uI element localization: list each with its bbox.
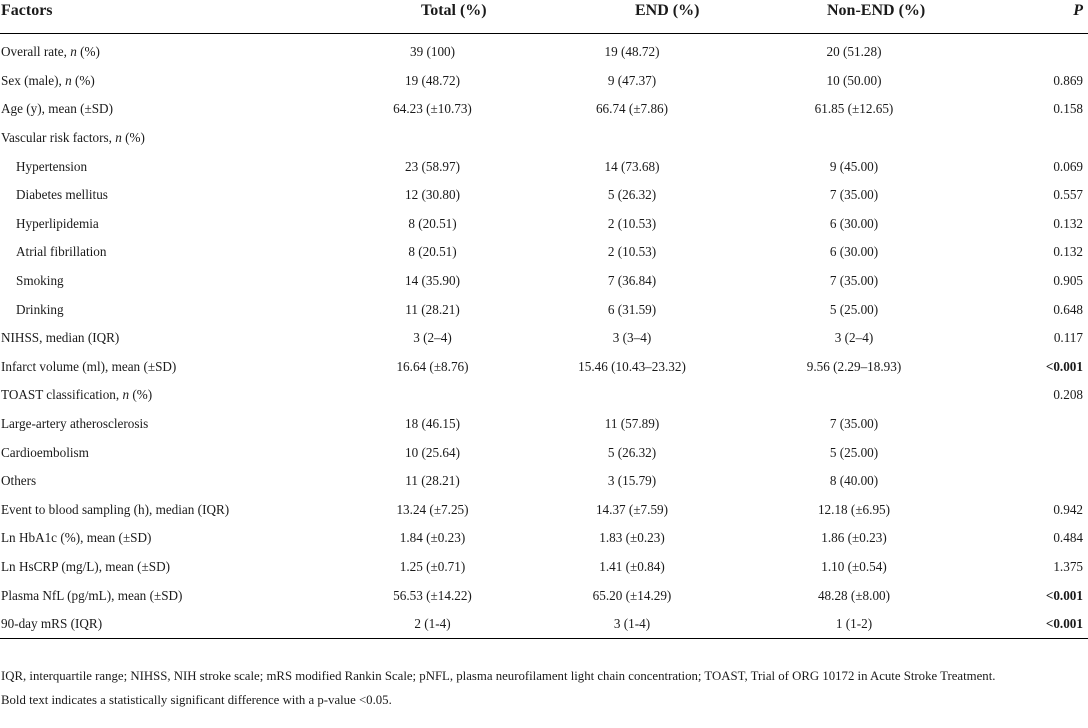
cell-end: 2 (10.53) (607, 244, 657, 260)
cell-end: 9 (47.37) (607, 72, 657, 88)
row-label: Cardioembolism (1, 444, 89, 460)
row-label: Sex (male), n (%) (1, 72, 95, 88)
cell-p-value: 0.648 (1053, 301, 1083, 317)
row-label: Drinking (16, 301, 64, 317)
row-label: Plasma NfL (pg/mL), mean (±SD) (1, 587, 183, 603)
cell-end: 11 (57.89) (604, 416, 660, 432)
cell-p-value: 0.117 (1053, 330, 1083, 346)
cell-p-value (965, 410, 1088, 439)
table-body (0, 34, 1088, 639)
cell-p-value (965, 438, 1088, 467)
cell-non-end: 8 (40.00) (829, 473, 879, 489)
table-row (0, 610, 1088, 639)
cell-total: 1.25 (±0.71) (399, 558, 466, 574)
row-label: Event to blood sampling (h), median (IQR) (1, 501, 230, 517)
table-row (0, 353, 1088, 382)
cell-non-end (743, 124, 965, 153)
cell-non-end: 61.85 (±12.65) (814, 101, 894, 117)
cell-end: 5 (26.32) (607, 187, 657, 203)
cell-total: 13.24 (±7.25) (396, 501, 469, 517)
cell-total (344, 124, 521, 153)
cell-total: 56.53 (±14.22) (393, 587, 472, 603)
cell-end: 14 (73.68) (604, 158, 660, 174)
row-label: Ln HsCRP (mg/L), mean (±SD) (1, 558, 171, 574)
cell-p-value: 0.132 (1053, 244, 1083, 260)
cell-total (344, 381, 521, 410)
footnote-abbreviations: IQR, interquartile range; NIHSS, NIH stroke scale; mRS modified Rankin Scale; pNFL, plasma neurofilament light chain concentration; TOAST, Trial of ORG 10172 in Acute Stroke Treatment. (1, 669, 996, 683)
table-row (0, 295, 1088, 324)
cell-total: 1.84 (±0.23) (399, 530, 466, 546)
table-footnotes (1, 668, 1083, 709)
table-row (0, 524, 1088, 553)
cell-total: 16.64 (±8.76) (396, 358, 469, 374)
table-row (0, 438, 1088, 467)
row-label: Vascular risk factors, n (%) (1, 130, 145, 146)
cell-end: 65.20 (±14.29) (592, 587, 672, 603)
cell-p-value: 1.375 (1053, 558, 1083, 574)
table-row (0, 34, 1088, 67)
table-row (0, 181, 1088, 210)
header-non-end: Non-END (%) (743, 0, 965, 34)
cell-non-end: 48.28 (±8.00) (817, 587, 891, 603)
cell-end (521, 381, 743, 410)
row-label: TOAST classification, n (%) (1, 387, 153, 403)
cell-p-value: 0.942 (1053, 501, 1083, 517)
row-label: Others (1, 473, 37, 489)
cell-p-value: <0.001 (965, 610, 1088, 639)
cell-end: 3 (15.79) (607, 473, 657, 489)
cell-non-end: 7 (35.00) (829, 187, 879, 203)
cell-p-value: 0.132 (1053, 215, 1083, 231)
header-p-value: P (965, 0, 1088, 34)
cell-end: 66.74 (±7.86) (595, 101, 669, 117)
header-row (0, 0, 1088, 34)
table-row (0, 267, 1088, 296)
cell-p-value: <0.001 (1045, 587, 1083, 603)
table-row (0, 381, 1088, 410)
cell-total: 8 (20.51) (408, 244, 457, 260)
header-end: END (%) (521, 0, 743, 34)
cell-p-value (965, 34, 1088, 67)
cell-non-end: 10 (50.00) (826, 72, 882, 88)
table-row (0, 581, 1088, 610)
cell-non-end: 3 (2–4) (834, 330, 874, 346)
row-label: Age (y), mean (±SD) (1, 101, 113, 117)
cell-non-end: 1.10 (±0.54) (821, 558, 887, 574)
table-row (0, 324, 1088, 353)
footnote-bold-note: Bold text indicates a statistically significant difference with a p-value <0.05. (1, 693, 392, 707)
row-label: 90-day mRS (IQR) (0, 610, 344, 639)
table-row (0, 210, 1088, 239)
table-row (0, 410, 1088, 439)
cell-total: 18 (46.15) (405, 416, 460, 432)
table-row (0, 553, 1088, 582)
cell-end: 7 (36.84) (607, 273, 657, 289)
cell-p-value: 0.869 (1053, 72, 1083, 88)
cell-non-end: 1.86 (±0.23) (821, 530, 887, 546)
cell-p-value: 0.557 (1053, 187, 1083, 203)
cell-end: 5 (26.32) (607, 444, 657, 460)
cell-total: 23 (58.97) (405, 158, 460, 174)
row-label: Large-artery atherosclerosis (1, 416, 149, 432)
cell-end (521, 124, 743, 153)
cell-end: 19 (48.72) (604, 44, 660, 60)
cell-total: 8 (20.51) (408, 215, 457, 231)
row-label: Atrial fibrillation (16, 244, 107, 260)
cell-total: 2 (1-4) (344, 610, 521, 639)
cell-p-value: 0.208 (1053, 387, 1083, 403)
cell-end: 15.46 (10.43–23.32) (578, 358, 686, 374)
row-label: Ln HbA1c (%), mean (±SD) (1, 530, 152, 546)
table-row (0, 124, 1088, 153)
row-label: Hyperlipidemia (16, 215, 99, 231)
row-label: Infarct volume (ml), mean (±SD) (1, 358, 177, 374)
cell-non-end: 9 (45.00) (829, 158, 879, 174)
cell-total: 14 (35.90) (405, 273, 460, 289)
cell-p-value: <0.001 (1045, 358, 1083, 374)
cell-non-end (743, 381, 965, 410)
cell-non-end: 7 (35.00) (829, 273, 879, 289)
cell-non-end: 12.18 (±6.95) (817, 501, 891, 517)
cell-total: 12 (30.80) (405, 187, 460, 203)
cell-non-end: 6 (30.00) (829, 244, 879, 260)
cell-total: 19 (48.72) (405, 72, 460, 88)
cell-non-end: 1 (1-2) (743, 610, 965, 639)
cell-non-end: 5 (25.00) (829, 444, 879, 460)
cell-end: 14.37 (±7.59) (595, 501, 669, 517)
cell-p-value: 0.069 (1053, 158, 1083, 174)
cell-total: 11 (28.21) (405, 301, 460, 317)
cell-total: 39 (100) (409, 44, 456, 60)
cell-total: 3 (2–4) (413, 330, 452, 346)
row-label: Diabetes mellitus (16, 187, 108, 203)
cell-end: 3 (1-4) (521, 610, 743, 639)
table-row (0, 67, 1088, 96)
cell-p-value (965, 124, 1088, 153)
table-row (0, 95, 1088, 124)
cell-total: 10 (25.64) (405, 444, 460, 460)
cell-non-end: 9.56 (2.29–18.93) (806, 358, 902, 374)
header-total: Total (%) (344, 0, 521, 34)
cell-end: 3 (3–4) (612, 330, 652, 346)
cell-end: 1.41 (±0.84) (599, 558, 665, 574)
table-row (0, 152, 1088, 181)
cell-end: 2 (10.53) (607, 215, 657, 231)
table-row (0, 496, 1088, 525)
cell-total: 64.23 (±10.73) (393, 101, 472, 117)
cell-end: 6 (31.59) (607, 301, 657, 317)
table-row (0, 238, 1088, 267)
table-row (0, 467, 1088, 496)
cell-non-end: 20 (51.28) (826, 44, 882, 60)
cell-total: 11 (28.21) (405, 473, 460, 489)
cell-p-value: 0.484 (1053, 530, 1083, 546)
cell-p-value: 0.905 (1053, 273, 1083, 289)
row-label: Overall rate, n (%) (1, 44, 100, 60)
row-label: NIHSS, median (IQR) (1, 330, 120, 346)
cell-end: 1.83 (±0.23) (599, 530, 665, 546)
header-factors: Factors (0, 0, 344, 34)
cell-non-end: 6 (30.00) (829, 215, 879, 231)
row-label: Smoking (16, 273, 64, 289)
row-label: Hypertension (16, 158, 88, 174)
cell-non-end: 5 (25.00) (829, 301, 879, 317)
cell-non-end: 7 (35.00) (829, 416, 879, 432)
cell-p-value (965, 467, 1088, 496)
cell-p-value: 0.158 (1053, 101, 1083, 117)
